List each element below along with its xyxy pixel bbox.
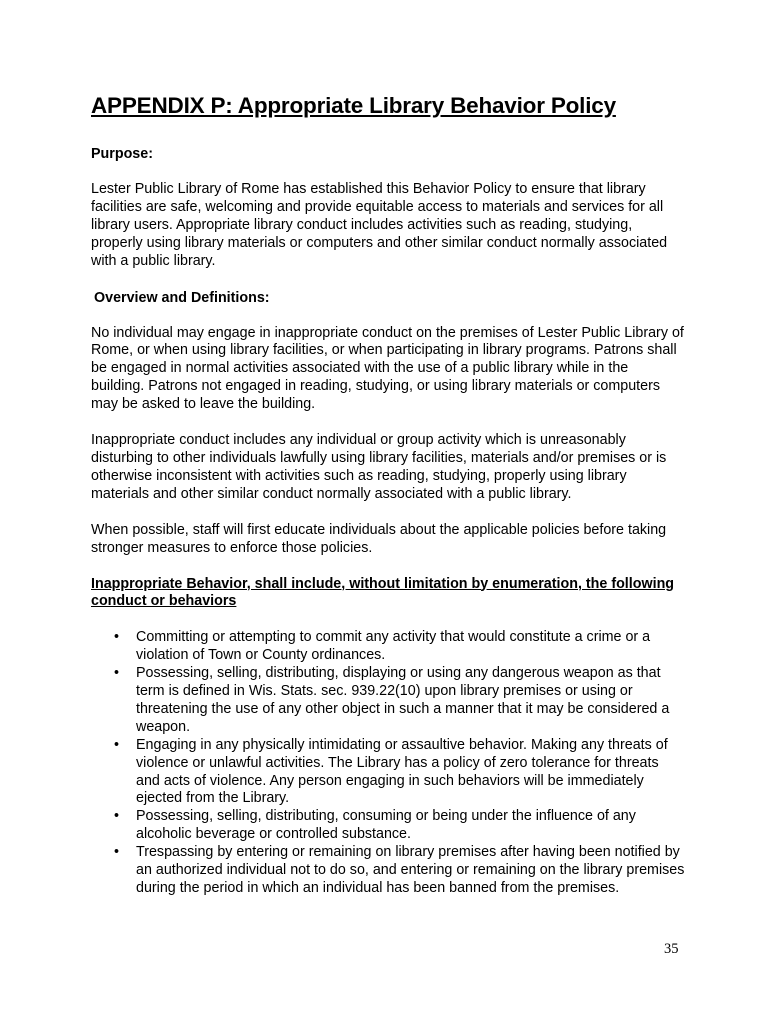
overview-heading: Overview and Definitions: bbox=[94, 289, 270, 306]
behaviors-heading: Inappropriate Behavior, shall include, without limitation by enumeration, the following conduct or behaviors bbox=[91, 575, 675, 610]
list-item bbox=[91, 808, 685, 844]
list-item bbox=[91, 665, 685, 737]
bullet-icon: • bbox=[114, 629, 120, 646]
list-item-text: Engaging in any physically intimidating or assaultive behavior. Making any threats of violence or unlawful activities. The Library has a policy of zero tolerance for threats and acts of violence. Any person engaging in such behaviors will be immediately ejected from the Library. bbox=[136, 736, 668, 807]
list-item-text: Possessing, selling, distributing, consuming or being under the influence of any alcoholic beverage or controlled substance. bbox=[136, 808, 636, 843]
purpose-paragraph: Lester Public Library of Rome has established this Behavior Policy to ensure that library facilities are safe, welcoming and provide equitable access to materials and services for all library users. Appropriate library conduct includes activities such as reading, studying, properly using library materials or computers and other similar conduct normally associated with a public library. bbox=[91, 181, 668, 269]
bullet-icon: • bbox=[114, 736, 120, 753]
list-item bbox=[91, 737, 685, 809]
list-item-text: Possessing, selling, distributing, displaying or using any dangerous weapon as that term is defined in Wis. Stats. sec. 939.22(10) upon library premises or using or threatening the use of any other object in such a manner that it may be considered a weapon. bbox=[136, 665, 670, 735]
document-page bbox=[91, 92, 685, 898]
overview-paragraph-2: Inappropriate conduct includes any individual or group activity which is unreasonably disturbing to other individuals lawfully using library facilities, materials and/or premises or is otherwise inconsistent with activities such as reading, studying, properly using library materials and other similar conduct normally associated with a public library. bbox=[91, 432, 667, 502]
overview-paragraph-3: When possible, staff will first educate individuals about the applicable policies before taking stronger measures to enforce those policies. bbox=[91, 521, 667, 556]
behaviors-list bbox=[91, 629, 685, 898]
list-item bbox=[91, 629, 685, 665]
purpose-heading: Purpose: bbox=[91, 146, 153, 162]
bullet-icon: • bbox=[114, 808, 120, 825]
list-item-text: Committing or attempting to commit any activity that would constitute a crime or a violation of Town or County ordinances. bbox=[136, 629, 651, 664]
page-title: APPENDIX P: Appropriate Library Behavior Policy bbox=[91, 93, 616, 118]
list-item bbox=[91, 844, 685, 898]
bullet-icon: • bbox=[114, 665, 120, 682]
list-item-text: Trespassing by entering or remaining on library premises after having been notified by an authorized individual not to do so, and entering or remaining on the library premises during the period in which an individual has been banned from the premises. bbox=[136, 844, 685, 896]
overview-paragraph-1: No individual may engage in inappropriate conduct on the premises of Lester Public Library of Rome, or when using library facilities, or when participating in library programs. Patrons shall be engaged in normal activities associated with the use of a public library while in the building. Patrons not engaged in reading, studying, or using library materials or computers may be asked to leave the building. bbox=[91, 324, 684, 413]
bullet-icon: • bbox=[114, 844, 120, 861]
page-number: 35 bbox=[664, 941, 679, 957]
